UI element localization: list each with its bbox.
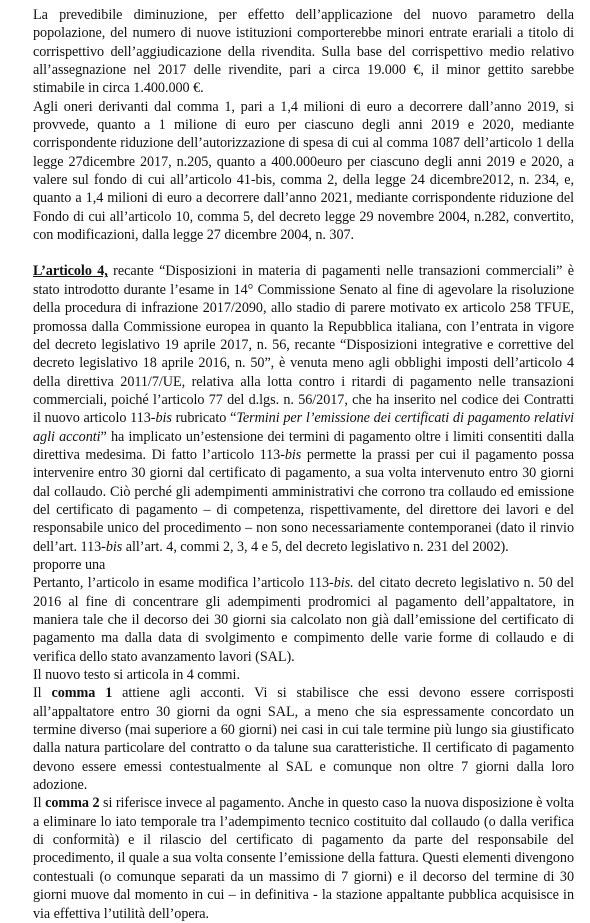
paragraph-comma-1: Il comma 1 attiene agli acconti. Vi si stabilisce che essi devono essere corrisposti all’appaltatore entro 30 giorni da ogni SAL, a meno che sia espressamente concordato un termine diverso (mai superiore a 60 giorni) nei casi in cui tale termine più lungo sia giustificato dalla natura particolare del contratto o da talune sua caratteristiche. Il certificato di pagamento devono essere emessi contestualmente al SAL e comunque non oltre 7 giorni dalla loro adozione. bbox=[33, 685, 574, 794]
paragraph-article-modification: Pertanto, l’articolo in esame modifica l’articolo 113-bis. del citato decreto legislativo n. 50 del 2016 al fine di concentrare gli adempimenti prodromici al pagamento dell’appaltatore, in maniera tale che il decorso dei 30 giorni sia calcolato non già dall’emissione del certificato di pagamento ma dalla data di svolgimento e compimento delle varie forme di collaudo e di verifica dello stato avanzamento lavori (SAL). bbox=[33, 575, 574, 665]
paragraph-funding-coverage: Agli oneri derivanti dal comma 1, pari a 1,4 milioni di euro a decorrere dall’anno 2019, si provvede, quanto a 1 milione di euro per ciascuno degli anni 2019 e 2020, mediante corrispondente riduzione dell’autorizzazione di spesa di cui al comma 1087 dell’articolo 1 della legge 27dicembre 2017, n.205, quanto a 400.000euro per ciascuno degli anni 2019 e 2020, a valere sul fondo di cui all’articolo 41-bis, comma 2, della legge 24 dicembre2012, n. 234, e, quanto a 1,4 milioni di euro a decorrere dall’anno 2021, mediante corrispondente riduzione del Fondo di cui all’articolo 10, comma 5, del decreto legge 29 novembre 2004, n.282, convertito, con modificazioni, dalla legge 27 dicembre 2004, n. 307. bbox=[33, 98, 574, 244]
paragraph-revenue-estimate: La prevedibile diminuzione, per effetto dell’applicazione del nuovo parametro della popolazione, del numero di nuove istituzioni comporterebbe minori entrate erariali a titolo di corrispettivo dell’aggiudicazione della rivendita. Sulla base del corrispettivo medio relativo all’assegnazione nel 2017 delle rivendite, pari a circa 19.000 €, il minor gettito sarebbe stimabile in circa 1.400.000 €. bbox=[33, 7, 574, 97]
comma-2-label: comma 2 bbox=[45, 795, 100, 812]
paragraph-commi-count: Il nuovo testo si articola in 4 commi. bbox=[33, 667, 240, 684]
paragraph-fragment: proporre una bbox=[33, 556, 106, 573]
paragraph-article-4: L’articolo 4, recante “Disposizioni in materia di pagamenti nelle transazioni commerciali” è stato introdotto durante l’esame in 14° Commissione Senato al fine di agevolare la risoluzione della procedura di infrazione 2017/2090, allo stadio di parere motivato ex articolo 258 TFUE, promossa dalla Commissione europea in quanto la Repubblica italiana, con l’entrata in vigore del decreto legislativo 19 aprile 2017, n. 56, recante “Disposizioni integrative e correttive del decreto legislativo 18 aprile 2016, n. 50”, è venuta meno agli obblighi imposti dell’articolo 4 della direttiva 2011/7/UE, relativa alla lotta contro i ritardi di pagamento nelle transazioni commerciali, poiché l’articolo 77 del d.lgs. n. 56/2017, che ha inserito nel codice dei Contratti il nuovo articolo 113-bis rubricato “Termini per l’emissione dei certificati di pagamento relativi agli acconti” ha implicato un’estensione dei termini di pagamento oltre i limiti consentiti dalla direttiva medesima. Di fatto l’articolo 113-bis permette la prassi per cui il pagamento possa intervenire entro 30 giorni dal certificato di pagamento, a sua volta intervenuto entro 30 giorni dal collaudo. Ciò perché gli adempimenti amministrativi che corrono tra collaudo ed emissione del certificato di pagamento – di competenza, rispettivamente, del direttore dei lavori e del responsabile unico del procedimento – non sono necessariamente contemporanei (dato il rinvio dell’art. 113-bis all’art. 4, commi 2, 3, 4 e 5, del decreto legislativo n. 231 del 2002). bbox=[33, 263, 575, 555]
paragraph-comma-2: Il comma 2 si riferisce invece al pagamento. Anche in questo caso la nuova disposizione è volta a eliminare lo iato temporale tra l’adempimento tecnico costituito dal collaudo (o dalla verifica di conformità) e il rilascio del certificato di pagamento da parte del responsabile del procedimento, il quale a sua volta consente l’emissione della fattura. Questi elementi divengono contestuali (o comunque separati da un massimo di 7 giorni) e il decorso del termine di 30 giorni muove dal momento in cui – in definitiva - la stazione appaltante pubblica acquisisce in via effettiva l’utilità dell’opera. bbox=[33, 795, 574, 922]
document-page bbox=[33, 6, 574, 923]
paragraph-gap bbox=[33, 244, 574, 262]
article-4-heading: L’articolo 4, bbox=[33, 263, 108, 280]
comma-1-label: comma 1 bbox=[51, 685, 113, 702]
